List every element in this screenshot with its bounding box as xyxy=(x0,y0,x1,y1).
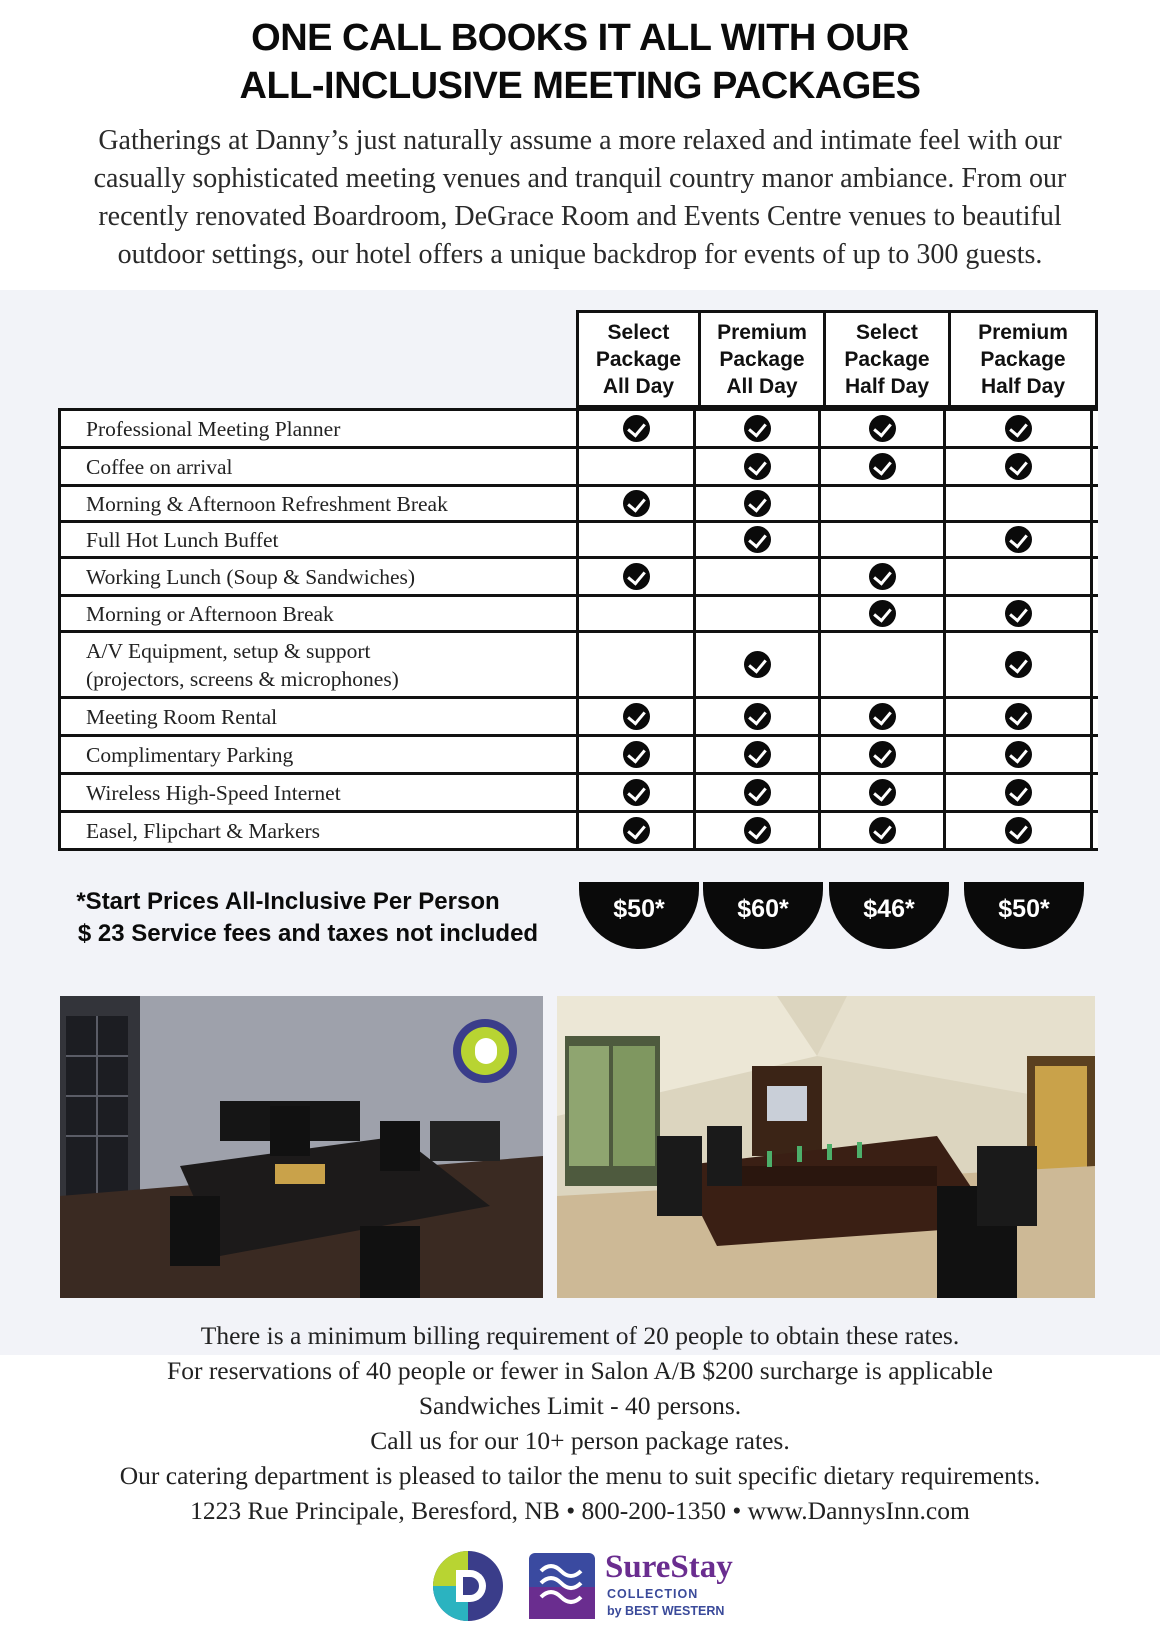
feature-cell xyxy=(576,487,693,520)
conference-room-photo xyxy=(557,996,1095,1298)
feature-label-line: Complimentary Parking xyxy=(86,742,294,767)
feature-cell xyxy=(693,813,818,848)
check-icon xyxy=(623,779,650,806)
check-icon xyxy=(744,817,771,844)
feature-cell xyxy=(576,559,693,594)
price-badge: $50* xyxy=(579,882,699,949)
feature-cell xyxy=(818,597,943,630)
feature-row xyxy=(58,559,1098,597)
check-icon xyxy=(1005,415,1032,442)
feature-cell xyxy=(943,597,1093,630)
feature-cell xyxy=(943,411,1093,446)
check-icon xyxy=(869,779,896,806)
feature-label-line: Coffee on arrival xyxy=(86,454,233,479)
footer-line: For reservations of 40 people or fewer in Salon A/B $200 surcharge is applicable xyxy=(167,1356,993,1385)
check-icon xyxy=(623,741,650,768)
feature-cell xyxy=(576,699,693,734)
feature-cell xyxy=(943,775,1093,810)
feature-cell xyxy=(693,775,818,810)
feature-row xyxy=(58,597,1098,633)
feature-cell xyxy=(943,523,1093,556)
feature-label xyxy=(58,523,576,556)
headline xyxy=(0,14,1160,110)
feature-label-line: (projectors, screens & microphones) xyxy=(86,666,399,691)
feature-cell xyxy=(943,449,1093,484)
feature-row xyxy=(58,523,1098,559)
feature-table xyxy=(58,408,1098,851)
feature-cell xyxy=(693,411,818,446)
feature-cell xyxy=(576,411,693,446)
check-icon xyxy=(744,490,771,517)
surestay-collection: COLLECTION xyxy=(607,1587,699,1601)
boardroom-photo xyxy=(60,996,543,1298)
check-icon xyxy=(744,741,771,768)
feature-label-line: Full Hot Lunch Buffet xyxy=(86,527,279,552)
feature-cell xyxy=(693,449,818,484)
feature-row xyxy=(58,411,1098,449)
feature-label xyxy=(58,737,576,772)
price-badge: $60* xyxy=(703,882,823,949)
surestay-logo-icon xyxy=(527,1548,737,1624)
intro-line: Gatherings at Danny’s just naturally assume a more relaxed and intimate feel with our xyxy=(98,125,1062,156)
feature-label-line: Wireless High-Speed Internet xyxy=(86,780,341,805)
check-icon xyxy=(1005,651,1032,678)
feature-cell xyxy=(818,449,943,484)
feature-row xyxy=(58,699,1098,737)
feature-cell xyxy=(818,813,943,848)
feature-cell xyxy=(693,737,818,772)
feature-cell xyxy=(576,597,693,630)
feature-cell xyxy=(576,775,693,810)
check-icon xyxy=(744,651,771,678)
feature-cell xyxy=(818,523,943,556)
feature-cell xyxy=(943,813,1093,848)
footer-line: There is a minimum billing requirement of 20 people to obtain these rates. xyxy=(200,1321,960,1350)
check-icon xyxy=(623,703,650,730)
check-icon xyxy=(623,817,650,844)
feature-cell xyxy=(693,633,818,696)
feature-label xyxy=(58,597,576,630)
check-icon xyxy=(1005,526,1032,553)
check-icon xyxy=(869,741,896,768)
check-icon xyxy=(744,703,771,730)
check-icon xyxy=(1005,453,1032,480)
feature-cell xyxy=(818,559,943,594)
price-note-line-1: *Start Prices All-Inclusive Per Person xyxy=(76,888,500,915)
price-note-line-2: $ 23 Service fees and taxes not included xyxy=(77,920,539,947)
check-icon xyxy=(1005,817,1032,844)
feature-cell xyxy=(943,699,1093,734)
surestay-name: SureStay xyxy=(605,1549,733,1585)
price-note xyxy=(48,886,568,950)
headline-line-1: ONE CALL BOOKS IT ALL WITH OUR xyxy=(251,17,909,59)
feature-row xyxy=(58,813,1098,851)
feature-label xyxy=(58,699,576,734)
feature-cell xyxy=(818,487,943,520)
feature-row xyxy=(58,487,1098,523)
feature-cell xyxy=(818,737,943,772)
feature-label xyxy=(58,633,576,696)
footer-line: Our catering department is pleased to tailor the menu to suit specific dietary requirements. xyxy=(119,1461,1041,1490)
feature-cell xyxy=(818,411,943,446)
package-header: Select Package All Day xyxy=(576,310,701,408)
feature-cell xyxy=(818,775,943,810)
surestay-by-best-western: by BEST WESTERN xyxy=(607,1604,725,1618)
check-icon xyxy=(869,563,896,590)
feature-cell xyxy=(693,597,818,630)
feature-cell xyxy=(576,523,693,556)
feature-row xyxy=(58,633,1098,699)
package-header: Premium Package Half Day xyxy=(948,310,1098,408)
feature-cell xyxy=(693,523,818,556)
contact-line: 1223 Rue Principale, Beresford, NB • 800-200-1350 • www.DannysInn.com xyxy=(190,1496,970,1525)
intro-paragraph xyxy=(20,122,1140,274)
feature-row xyxy=(58,775,1098,813)
check-icon xyxy=(744,526,771,553)
package-header: Premium Package All Day xyxy=(698,310,826,408)
dannys-d-logo-icon xyxy=(432,1550,504,1622)
check-icon xyxy=(623,415,650,442)
feature-cell xyxy=(818,699,943,734)
check-icon xyxy=(869,415,896,442)
check-icon xyxy=(869,817,896,844)
feature-cell xyxy=(693,487,818,520)
feature-row xyxy=(58,449,1098,487)
feature-cell xyxy=(693,559,818,594)
footer-notes xyxy=(0,1318,1160,1528)
feature-label xyxy=(58,487,576,520)
feature-cell xyxy=(576,737,693,772)
feature-label-line: Working Lunch (Soup & Sandwiches) xyxy=(86,564,416,589)
check-icon xyxy=(1005,600,1032,627)
feature-cell xyxy=(693,699,818,734)
price-badge: $50* xyxy=(964,882,1084,949)
feature-label-line: Professional Meeting Planner xyxy=(86,416,341,441)
headline-line-2: ALL-INCLUSIVE MEETING PACKAGES xyxy=(239,65,921,107)
feature-cell xyxy=(943,633,1093,696)
footer-line: Call us for our 10+ person package rates. xyxy=(370,1426,790,1455)
feature-label xyxy=(58,559,576,594)
feature-cell xyxy=(576,449,693,484)
feature-label-line: A/V Equipment, setup & support xyxy=(86,638,371,663)
check-icon xyxy=(1005,703,1032,730)
check-icon xyxy=(744,779,771,806)
check-icon xyxy=(744,453,771,480)
intro-line: recently renovated Boardroom, DeGrace Room and Events Centre venues to beautiful xyxy=(98,201,1062,232)
package-header: Select Package Half Day xyxy=(823,310,951,408)
feature-label xyxy=(58,449,576,484)
check-icon xyxy=(623,563,650,590)
intro-line: casually sophisticated meeting venues and tranquil country manor ambiance. From our xyxy=(93,163,1067,194)
check-icon xyxy=(869,703,896,730)
feature-label-line: Meeting Room Rental xyxy=(86,704,278,729)
check-icon xyxy=(1005,779,1032,806)
check-icon xyxy=(869,453,896,480)
feature-label xyxy=(58,411,576,446)
feature-label-line: Easel, Flipchart & Markers xyxy=(86,818,321,843)
footer-line: Sandwiches Limit - 40 persons. xyxy=(418,1391,742,1420)
feature-cell xyxy=(576,813,693,848)
feature-row xyxy=(58,737,1098,775)
check-icon xyxy=(1005,741,1032,768)
feature-cell xyxy=(943,559,1093,594)
check-icon xyxy=(623,490,650,517)
feature-cell xyxy=(943,737,1093,772)
feature-label xyxy=(58,813,576,848)
feature-label-line: Morning or Afternoon Break xyxy=(86,601,334,626)
check-icon xyxy=(744,415,771,442)
feature-cell xyxy=(576,633,693,696)
feature-cell xyxy=(818,633,943,696)
feature-label-line: Morning & Afternoon Refreshment Break xyxy=(86,491,448,516)
check-icon xyxy=(869,600,896,627)
feature-cell xyxy=(943,487,1093,520)
feature-label xyxy=(58,775,576,810)
intro-line: outdoor settings, our hotel offers a unique backdrop for events of up to 300 guests. xyxy=(117,239,1043,270)
price-badge: $46* xyxy=(829,882,949,949)
